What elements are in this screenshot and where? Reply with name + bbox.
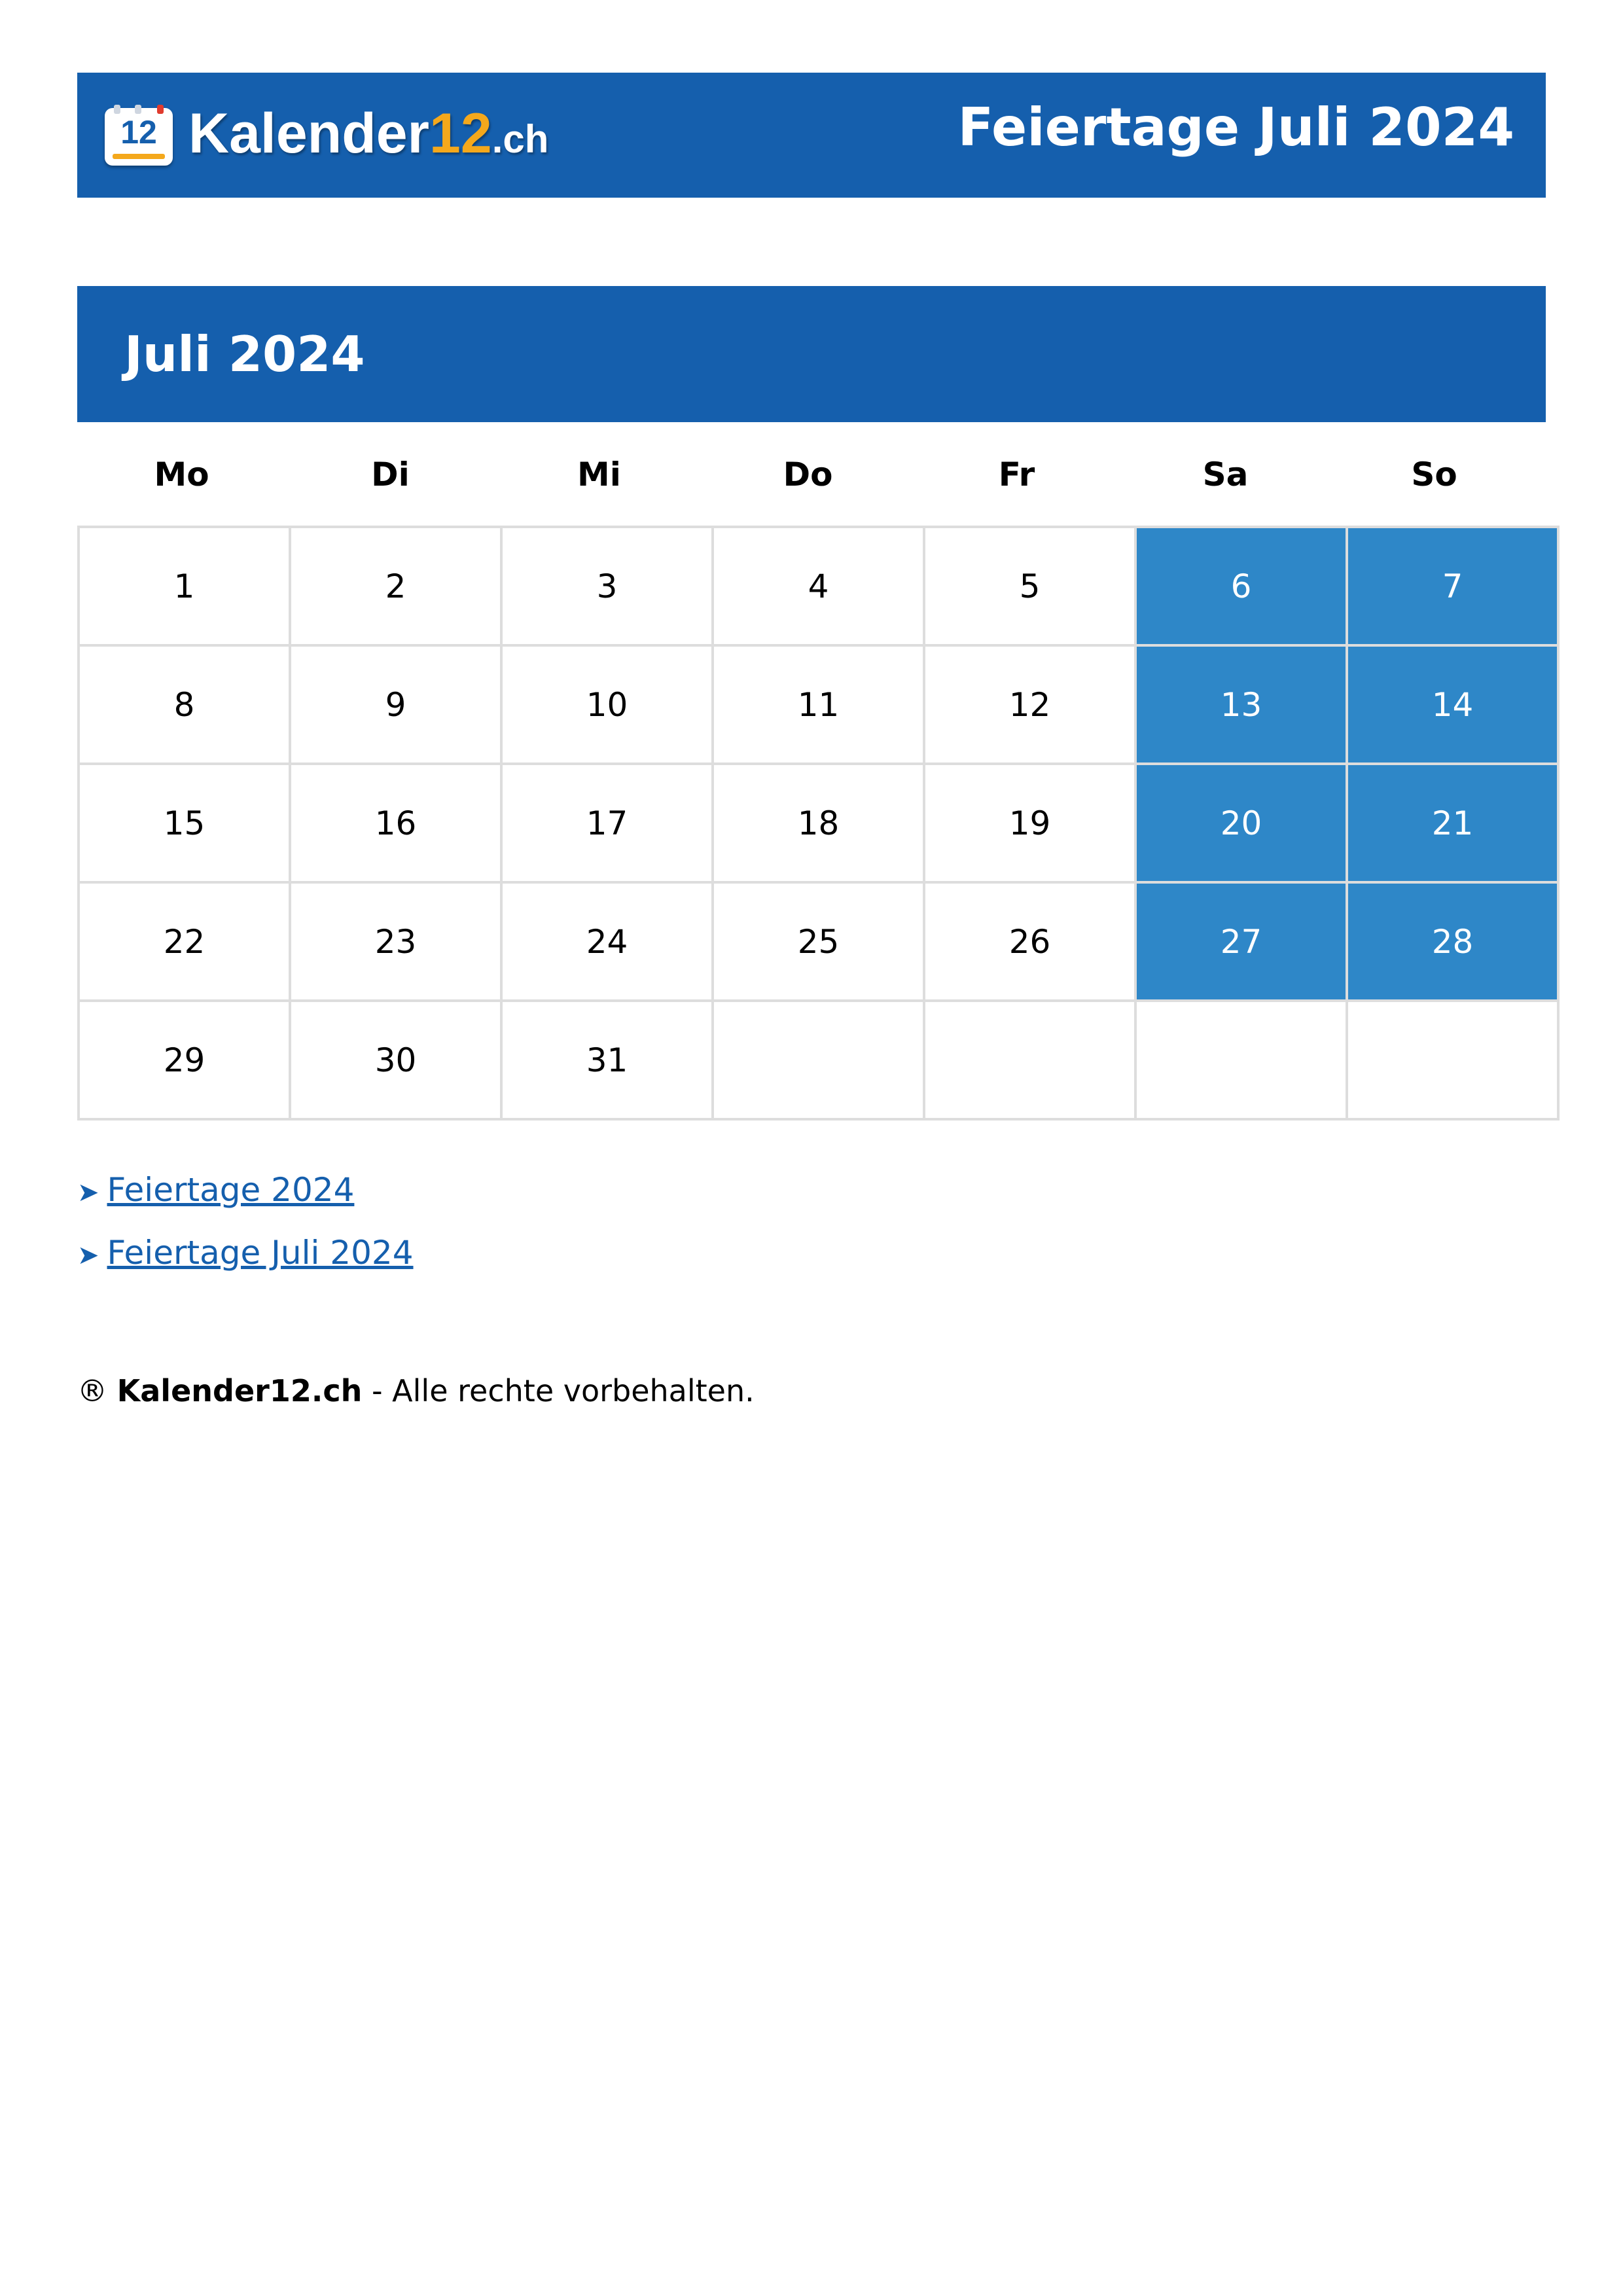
weekend-day-cell: 28 (1347, 882, 1558, 1001)
link-row (77, 1223, 414, 1285)
logo-icon-number: 12 (120, 113, 157, 151)
day-cell: 18 (713, 764, 924, 882)
logo-text-main: Kalender (188, 102, 430, 165)
calendar-week-row (79, 527, 1558, 645)
arrow-right-icon: ➤ (77, 1240, 99, 1270)
weekday-so: So (1411, 456, 1457, 493)
day-cell: 12 (924, 645, 1135, 764)
weekend-day-cell: 7 (1347, 527, 1558, 645)
calendar-ring-icon (135, 105, 141, 114)
calendar-grid (77, 526, 1560, 1121)
calendar-ring-icon (157, 105, 164, 114)
weekday-mo: Mo (154, 456, 209, 493)
related-links (77, 1160, 414, 1285)
logo-text-tld: .ch (491, 117, 549, 161)
link-feiertage-juli-2024[interactable]: Feiertage Juli 2024 (107, 1234, 414, 1272)
weekend-day-cell: 6 (1135, 527, 1347, 645)
empty-day-cell (1135, 1001, 1347, 1119)
day-cell: 2 (290, 527, 501, 645)
day-cell: 17 (501, 764, 713, 882)
calendar-week-row (79, 882, 1558, 1001)
day-cell: 23 (290, 882, 501, 1001)
day-cell: 31 (501, 1001, 713, 1119)
calendar-ring-icon (114, 105, 120, 114)
day-cell: 5 (924, 527, 1135, 645)
page-title: Feiertage Juli 2024 (957, 97, 1514, 158)
calendar-week-row (79, 764, 1558, 882)
day-cell: 4 (713, 527, 924, 645)
logo-wordmark (188, 103, 548, 170)
day-cell: 15 (79, 764, 290, 882)
arrow-right-icon: ➤ (77, 1177, 99, 1208)
weekend-day-cell: 13 (1135, 645, 1347, 764)
day-cell: 10 (501, 645, 713, 764)
weekday-do: Do (783, 456, 833, 493)
day-cell: 11 (713, 645, 924, 764)
day-cell: 24 (501, 882, 713, 1001)
weekday-sa: Sa (1202, 456, 1249, 493)
site-logo[interactable] (105, 102, 549, 168)
weekday-header-row (77, 445, 1539, 504)
weekend-day-cell: 27 (1135, 882, 1347, 1001)
weekend-day-cell: 21 (1347, 764, 1558, 882)
footer-text: - Alle rechte vorbehalten. (362, 1373, 755, 1408)
day-cell: 8 (79, 645, 290, 764)
day-cell: 19 (924, 764, 1135, 882)
page-header (77, 73, 1546, 198)
day-cell: 30 (290, 1001, 501, 1119)
calendar-week-row (79, 1001, 1558, 1119)
weekend-day-cell: 14 (1347, 645, 1558, 764)
empty-day-cell (713, 1001, 924, 1119)
day-cell: 16 (290, 764, 501, 882)
weekend-day-cell: 20 (1135, 764, 1347, 882)
day-cell: 1 (79, 527, 290, 645)
month-title: Juli 2024 (124, 325, 365, 383)
logo-text-accent: 12 (429, 102, 492, 165)
weekday-di: Di (371, 456, 410, 493)
empty-day-cell (924, 1001, 1135, 1119)
link-row (77, 1160, 414, 1223)
day-cell: 3 (501, 527, 713, 645)
logo-icon-bar (113, 154, 165, 159)
footer (77, 1365, 755, 1417)
month-header (77, 286, 1546, 422)
empty-day-cell (1347, 1001, 1558, 1119)
day-cell: 9 (290, 645, 501, 764)
weekday-fr: Fr (998, 456, 1035, 493)
day-cell: 25 (713, 882, 924, 1001)
link-feiertage-2024[interactable]: Feiertage 2024 (107, 1171, 355, 1209)
day-cell: 29 (79, 1001, 290, 1119)
weekday-mi: Mi (577, 456, 621, 493)
day-cell: 26 (924, 882, 1135, 1001)
calendar-logo-icon (105, 108, 173, 166)
calendar-week-row (79, 645, 1558, 764)
footer-brand: Kalender12.ch (116, 1373, 363, 1408)
registered-symbol: ® (77, 1373, 107, 1408)
day-cell: 22 (79, 882, 290, 1001)
